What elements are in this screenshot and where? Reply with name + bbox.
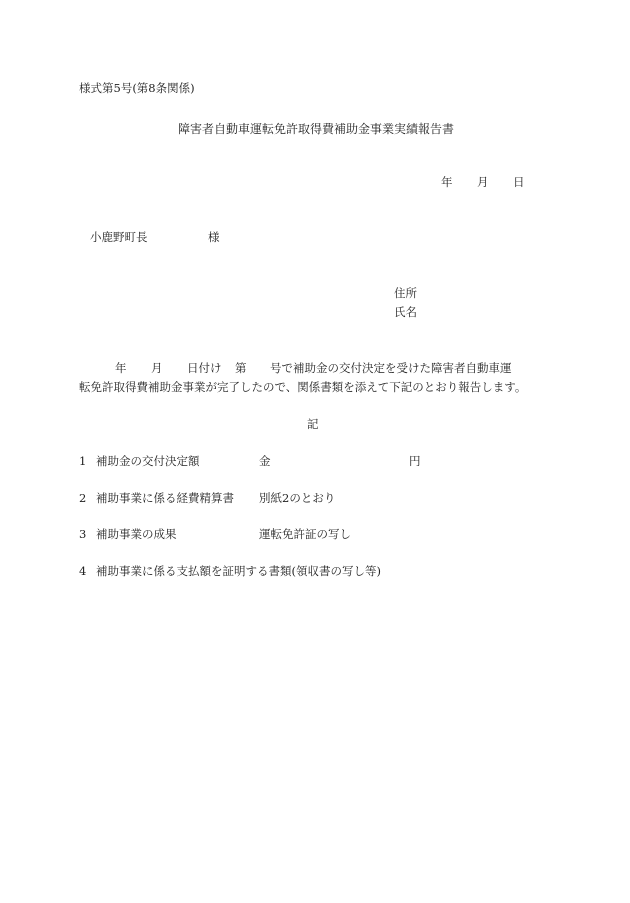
item-value: 金 bbox=[259, 454, 271, 468]
body-dated: 日付け bbox=[187, 361, 222, 375]
list-item bbox=[79, 529, 351, 541]
addressee-name: 小鹿野町長 bbox=[90, 230, 148, 244]
form-number: 様式第5号(第8条関係) bbox=[79, 81, 195, 95]
list-item bbox=[79, 493, 335, 505]
addressee-honorific: 様 bbox=[208, 230, 220, 244]
date-year: 年 bbox=[441, 175, 453, 189]
body-number-prefix: 第 bbox=[235, 361, 247, 375]
item-label: 補助事業に係る経費精算書 bbox=[96, 491, 234, 505]
date-line bbox=[441, 177, 525, 189]
item-label: 補助事業に係る支払額を証明する書類(領収書の写し等) bbox=[96, 564, 381, 578]
item-unit: 円 bbox=[409, 454, 421, 468]
addressee bbox=[90, 232, 220, 244]
name-label: 氏名 bbox=[394, 305, 417, 319]
item-number: 1 bbox=[79, 454, 87, 468]
item-label: 補助金の交付決定額 bbox=[96, 454, 200, 468]
item-value: 別紙2のとおり bbox=[259, 491, 336, 505]
date-day: 日 bbox=[513, 175, 525, 189]
document-title: 障害者自動車運転免許取得費補助金事業実績報告書 bbox=[178, 122, 455, 136]
item-number: 2 bbox=[79, 491, 87, 505]
item-value: 運転免許証の写し bbox=[259, 527, 351, 541]
date-month: 月 bbox=[477, 175, 489, 189]
list-item bbox=[79, 566, 381, 578]
body-month: 月 bbox=[151, 361, 163, 375]
body-year: 年 bbox=[115, 361, 127, 375]
body-line-2: 転免許取得費補助金事業が完了したので、関係書類を添えて下記のとおり報告します。 bbox=[79, 380, 527, 394]
item-number: 4 bbox=[79, 564, 87, 578]
list-item bbox=[79, 456, 421, 468]
address-label: 住所 bbox=[394, 286, 417, 300]
ki-heading: 記 bbox=[307, 417, 319, 431]
body-line-1 bbox=[79, 363, 512, 375]
item-number: 3 bbox=[79, 527, 87, 541]
body-line-1-rest: 号で補助金の交付決定を受けた障害者自動車運 bbox=[270, 361, 512, 375]
item-label: 補助事業の成果 bbox=[96, 527, 177, 541]
